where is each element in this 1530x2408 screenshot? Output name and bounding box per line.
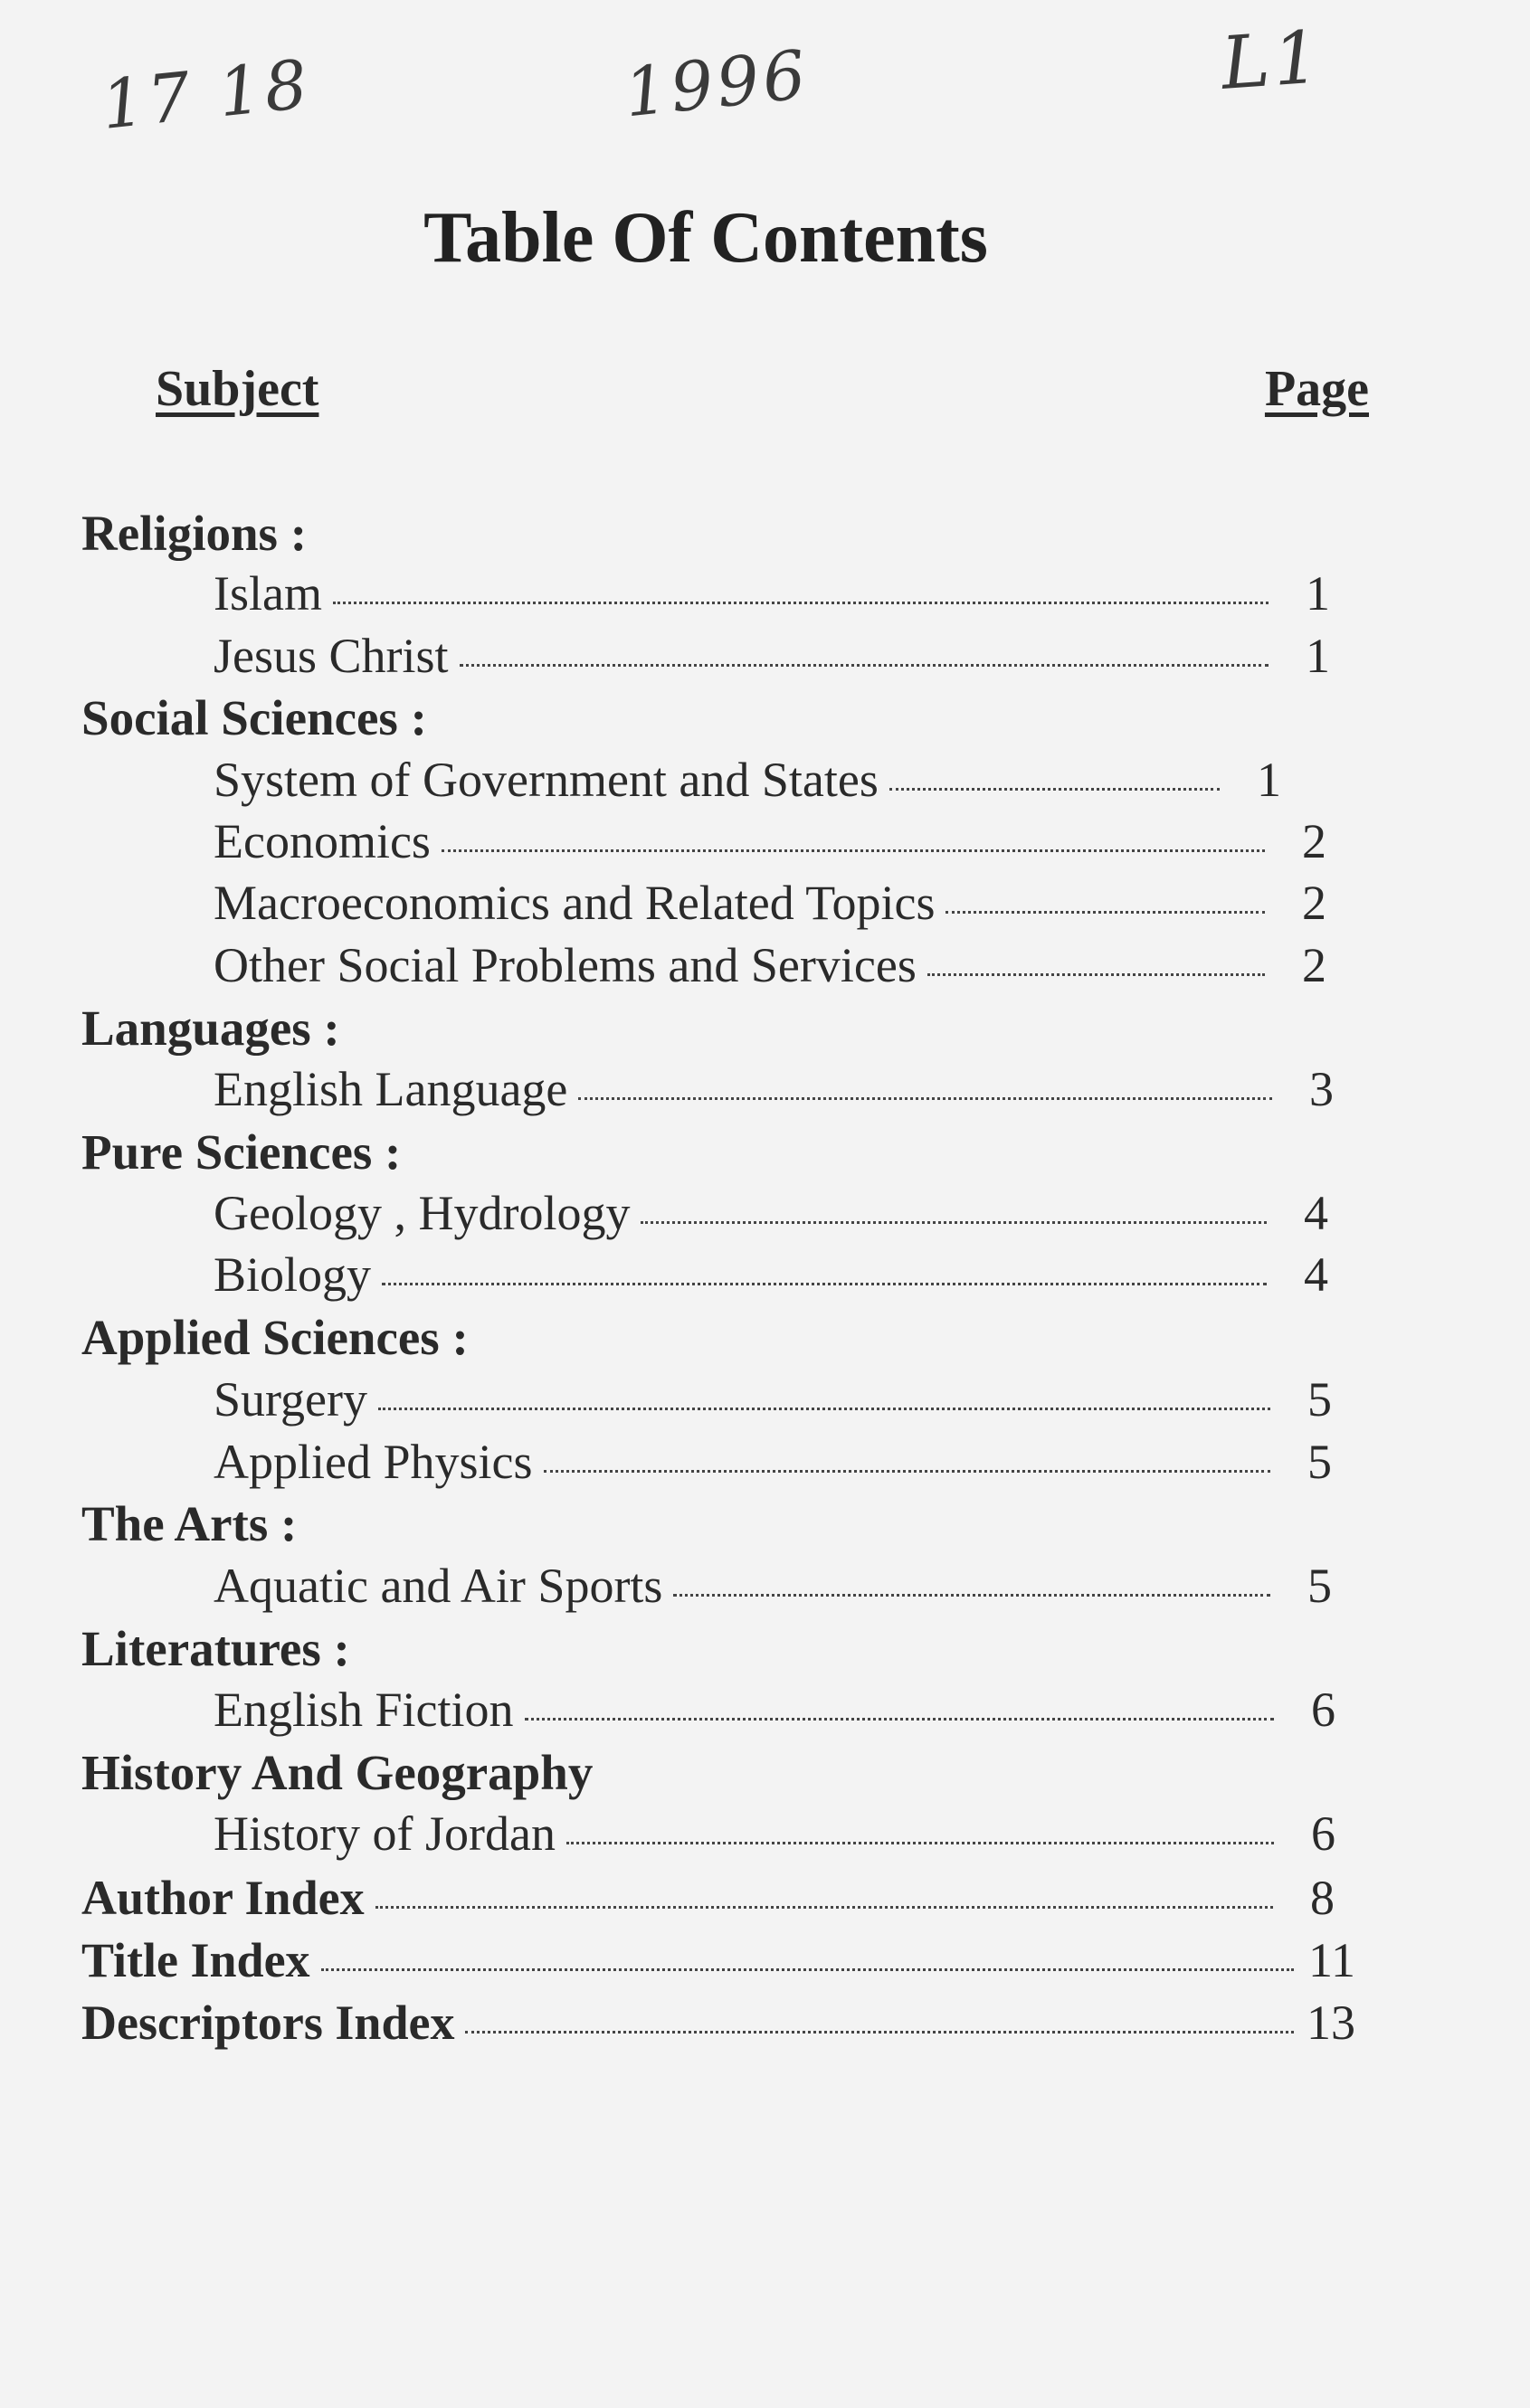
dot-leader bbox=[544, 1470, 1270, 1473]
entry-label: Geology , Hydrology bbox=[214, 1186, 631, 1240]
category-heading: Applied Sciences : bbox=[81, 1310, 469, 1365]
dot-leader bbox=[889, 788, 1220, 791]
entry-label: English Language bbox=[214, 1062, 568, 1116]
entry-label: Biology bbox=[214, 1247, 372, 1302]
entry-page: 1 bbox=[1306, 566, 1330, 621]
category-heading: Languages : bbox=[81, 1000, 340, 1056]
dot-leader bbox=[465, 2031, 1294, 2034]
toc-category bbox=[0, 1620, 1530, 1683]
toc-category bbox=[0, 1000, 1530, 1063]
entry-page: 2 bbox=[1302, 876, 1326, 930]
toc-entry bbox=[0, 565, 1530, 629]
category-heading: Literatures : bbox=[81, 1621, 350, 1676]
category-heading: History And Geography bbox=[81, 1745, 594, 1800]
toc-category bbox=[0, 1495, 1530, 1559]
dot-leader bbox=[375, 1906, 1273, 1909]
entry-label: Jesus Christ bbox=[214, 629, 449, 683]
toc-index-entry bbox=[0, 1995, 1530, 2058]
handwritten-year: 1996 bbox=[621, 35, 813, 133]
entry-page: 6 bbox=[1311, 1683, 1335, 1737]
dot-leader bbox=[378, 1408, 1270, 1410]
handwritten-number-left: 17 18 bbox=[98, 45, 315, 145]
dot-leader bbox=[578, 1097, 1272, 1100]
entry-label: Surgery bbox=[214, 1372, 367, 1427]
entry-page: 5 bbox=[1307, 1435, 1332, 1489]
toc-index-entry bbox=[0, 1870, 1530, 1933]
entry-page: 5 bbox=[1307, 1559, 1332, 1613]
index-label: Title Index bbox=[81, 1933, 310, 1987]
toc-entry bbox=[0, 1061, 1530, 1124]
toc-index-entry bbox=[0, 1932, 1530, 1996]
category-heading: Religions : bbox=[81, 506, 308, 561]
index-label: Descriptors Index bbox=[81, 1996, 455, 2050]
entry-page: 2 bbox=[1302, 814, 1326, 868]
entry-label: Applied Physics bbox=[214, 1435, 533, 1489]
page-title: Table Of Contents bbox=[423, 198, 988, 278]
category-heading: The Arts : bbox=[81, 1496, 298, 1551]
handwritten-code: L1 bbox=[1218, 14, 1326, 106]
dot-leader bbox=[460, 664, 1269, 667]
entry-page: 5 bbox=[1307, 1372, 1332, 1427]
index-page: 13 bbox=[1307, 1996, 1355, 2050]
dot-leader bbox=[382, 1283, 1267, 1285]
entry-label: System of Government and States bbox=[214, 753, 879, 807]
toc-category bbox=[0, 689, 1530, 753]
entry-page: 2 bbox=[1302, 938, 1326, 992]
toc-entry bbox=[0, 937, 1530, 1000]
entry-label: History of Jordan bbox=[214, 1806, 556, 1861]
index-page: 11 bbox=[1308, 1933, 1355, 1987]
toc-entry bbox=[0, 875, 1530, 938]
entry-label: Other Social Problems and Services bbox=[214, 938, 917, 992]
toc-category bbox=[0, 1309, 1530, 1372]
toc-entry bbox=[0, 1434, 1530, 1497]
entry-page: 3 bbox=[1309, 1062, 1334, 1116]
dot-leader bbox=[946, 911, 1265, 914]
toc-entry bbox=[0, 1558, 1530, 1621]
dot-leader bbox=[525, 1718, 1274, 1721]
toc-category bbox=[0, 505, 1530, 568]
entry-page: 1 bbox=[1257, 753, 1281, 807]
entry-page: 6 bbox=[1311, 1806, 1335, 1861]
toc-entry bbox=[0, 1371, 1530, 1435]
entry-label: Economics bbox=[214, 814, 431, 868]
dot-leader bbox=[566, 1842, 1274, 1844]
index-page: 8 bbox=[1310, 1871, 1335, 1925]
entry-page: 4 bbox=[1304, 1247, 1328, 1302]
dot-leader bbox=[333, 602, 1269, 604]
entry-label: Islam bbox=[214, 566, 322, 621]
dot-leader bbox=[442, 849, 1265, 852]
toc-entry bbox=[0, 1185, 1530, 1248]
entry-label: English Fiction bbox=[214, 1683, 514, 1737]
entry-page: 4 bbox=[1304, 1186, 1328, 1240]
toc-entry bbox=[0, 813, 1530, 877]
subject-column-header: Subject bbox=[156, 361, 319, 417]
dot-leader bbox=[673, 1594, 1270, 1597]
toc-entry bbox=[0, 1682, 1530, 1745]
toc-entry bbox=[0, 628, 1530, 691]
toc-category bbox=[0, 1123, 1530, 1187]
category-heading: Social Sciences : bbox=[81, 690, 427, 745]
dot-leader bbox=[927, 973, 1265, 976]
category-heading: Pure Sciences : bbox=[81, 1124, 402, 1180]
entry-label: Macroeconomics and Related Topics bbox=[214, 876, 936, 930]
entry-label: Aquatic and Air Sports bbox=[214, 1559, 663, 1613]
entry-page: 1 bbox=[1306, 629, 1330, 683]
toc-entry bbox=[0, 752, 1530, 815]
index-label: Author Index bbox=[81, 1871, 365, 1925]
dot-leader bbox=[641, 1221, 1267, 1224]
toc-category bbox=[0, 1744, 1530, 1807]
page-column-header: Page bbox=[1264, 361, 1369, 417]
toc-entry bbox=[0, 1247, 1530, 1310]
toc-entry bbox=[0, 1806, 1530, 1869]
dot-leader bbox=[321, 1968, 1294, 1971]
